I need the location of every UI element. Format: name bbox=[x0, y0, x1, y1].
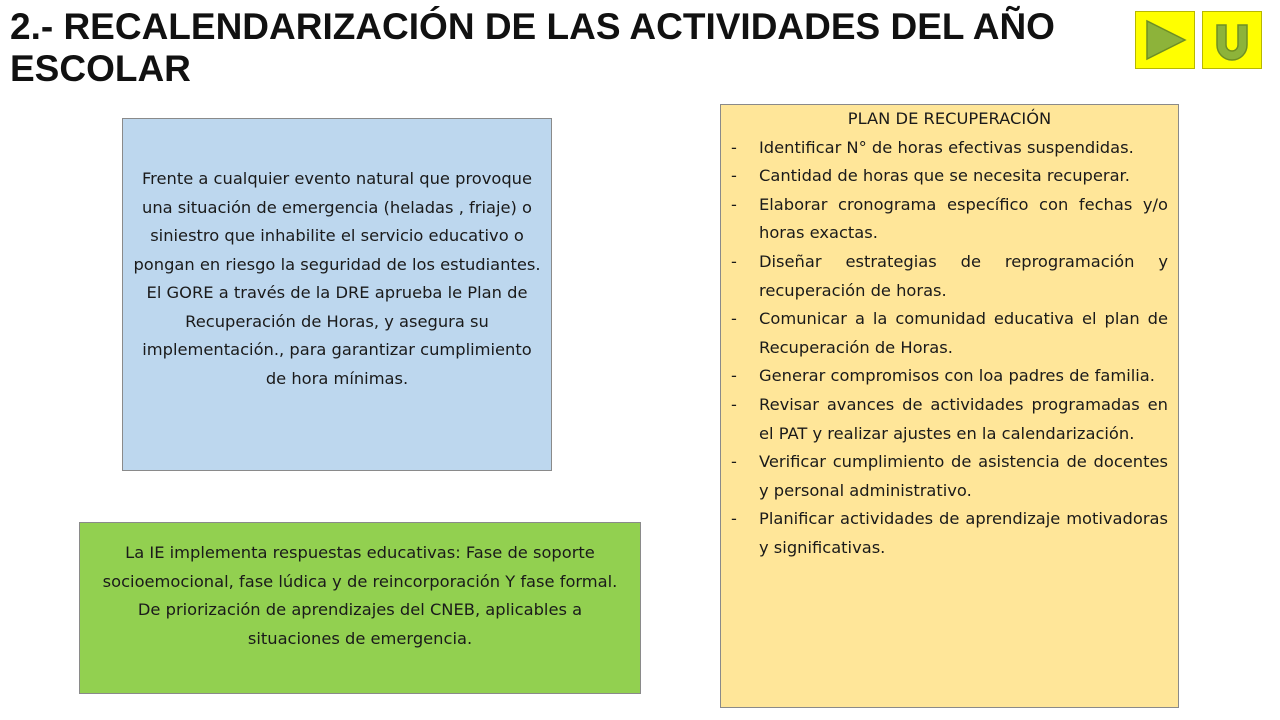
list-item-text: Diseñar estrategias de reprogramación y recuperación de horas. bbox=[759, 251, 1168, 300]
emergency-info-box bbox=[122, 118, 552, 471]
list-item-text: Revisar avances de actividades programadas en el PAT y realizar ajustes en la calendarización. bbox=[759, 394, 1168, 443]
recovery-plan-title: PLAN DE RECUPERACIÓN bbox=[847, 109, 1052, 128]
list-bullet: - bbox=[731, 194, 737, 214]
list-item-text: Identificar N° de horas efectivas suspendidas. bbox=[759, 137, 1134, 157]
play-icon bbox=[1136, 12, 1194, 68]
list-bullet: - bbox=[731, 366, 737, 386]
list-item-text: Elaborar cronograma específico con fechas y/o horas exactas. bbox=[759, 194, 1168, 243]
slide-title-line-1: 2.- RECALENDARIZACIÓN DE LAS ACTIVIDADES DEL AÑO bbox=[10, 6, 1055, 47]
list-item bbox=[731, 391, 1168, 448]
slide-title bbox=[10, 6, 1260, 90]
list-item bbox=[731, 505, 1168, 562]
list-item bbox=[731, 248, 1168, 305]
list-item-text: Comunicar a la comunidad educativa el plan de Recuperación de Horas. bbox=[759, 309, 1168, 357]
educational-response-text: La IE implementa respuestas educativas: Fase de soporte socioemocional, fase lúdica y de reincorporación Y fase formal. De priorización de aprendizajes del CNEB, aplicables a situaciones de emergencia. bbox=[102, 543, 618, 648]
list-item bbox=[731, 362, 1168, 391]
recovery-plan-box bbox=[720, 104, 1179, 708]
list-item bbox=[731, 134, 1168, 163]
list-item bbox=[731, 162, 1168, 191]
list-bullet: - bbox=[731, 509, 737, 529]
list-item bbox=[731, 448, 1168, 505]
list-item bbox=[731, 191, 1168, 248]
slide-title-line-2: ESCOLAR bbox=[10, 48, 191, 89]
list-bullet: - bbox=[731, 452, 737, 472]
return-u-turn-icon bbox=[1203, 12, 1261, 68]
return-button[interactable] bbox=[1202, 11, 1262, 69]
list-item-text: Planificar actividades de aprendizaje motivadoras y significativas. bbox=[759, 509, 1168, 557]
list-item-text: Verificar cumplimiento de asistencia de docentes y personal administrativo. bbox=[759, 452, 1168, 500]
recovery-plan-list bbox=[731, 134, 1168, 563]
list-bullet: - bbox=[731, 309, 737, 329]
list-bullet: - bbox=[731, 166, 737, 186]
educational-response-box bbox=[79, 522, 641, 694]
list-bullet: - bbox=[731, 251, 737, 271]
list-item-text: Cantidad de horas que se necesita recuperar. bbox=[759, 166, 1130, 186]
list-bullet: - bbox=[731, 394, 737, 414]
list-bullet: - bbox=[731, 137, 737, 157]
list-item bbox=[731, 305, 1168, 362]
play-button[interactable] bbox=[1135, 11, 1195, 69]
emergency-info-text: Frente a cualquier evento natural que provoque una situación de emergencia (heladas , friaje) o siniestro que inhabilite el servicio educativo o pongan en riesgo la seguridad de los estudiantes. El GORE a través de la DRE aprueba le Plan de Recuperación de Horas, y asegura su implementación., para garantizar cumplimiento de hora mínimas. bbox=[133, 169, 541, 388]
list-item-text: Generar compromisos con loa padres de familia. bbox=[759, 366, 1155, 386]
